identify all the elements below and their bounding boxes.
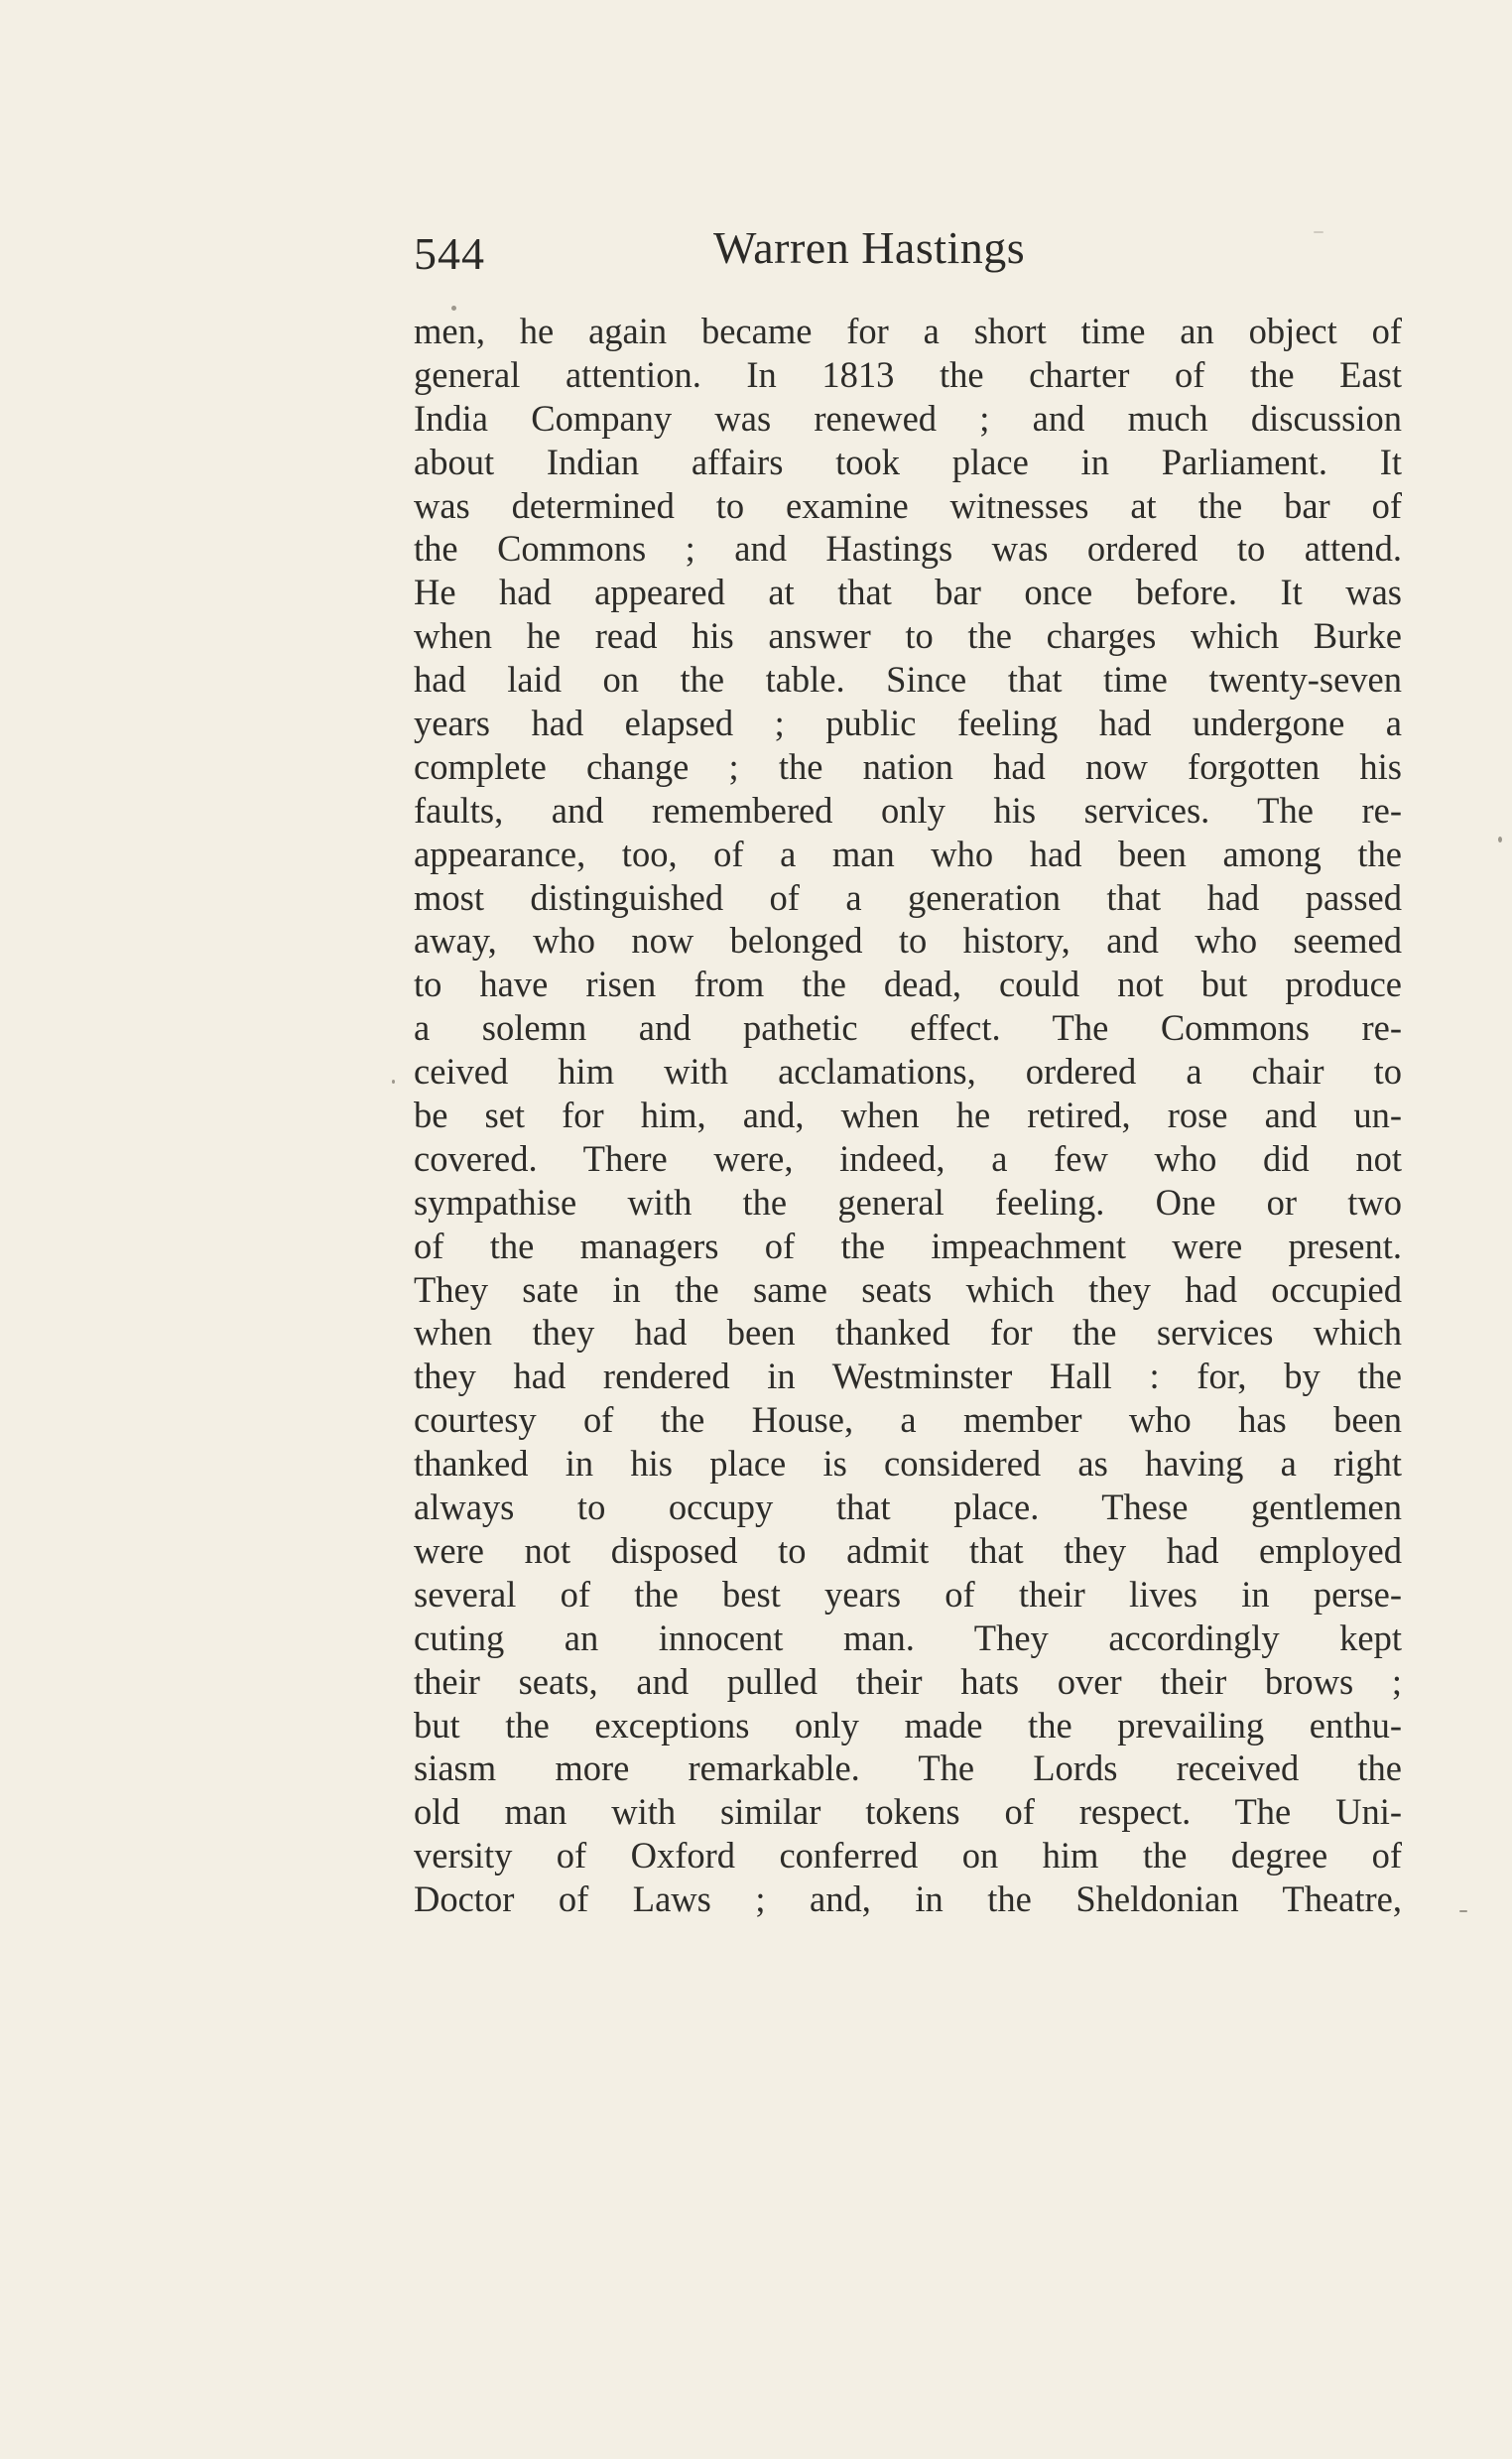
- paper-speck: [1459, 1910, 1467, 1912]
- text-line: thanked in his place is considered as having a right: [414, 1443, 1402, 1485]
- text-line: away, who now belonged to history, and who seemed: [414, 920, 1402, 962]
- text-line: courtesy of the House, a member who has been: [414, 1399, 1402, 1441]
- text-line: appearance, too, of a man who had been among the: [414, 833, 1402, 874]
- text-line: men, he again became for a short time an object of: [414, 311, 1402, 351]
- text-line: general attention. In 1813 the charter of the East: [414, 353, 1402, 395]
- text-line: had laid on the table. Since that time twenty-seven: [414, 659, 1402, 701]
- text-line: versity of Oxford conferred on him the degree of: [414, 1835, 1402, 1877]
- text-line: faults, and remembered only his services. The re-: [414, 789, 1402, 831]
- text-line: of the managers of the impeachment were present.: [414, 1225, 1402, 1266]
- text-line: Doctor of Laws ; and, in the Sheldonian Theatre,: [414, 1878, 1402, 1920]
- text-line: old man with similar tokens of respect. The Uni-: [414, 1791, 1402, 1833]
- text-line: when he read his answer to the charges which Burke: [414, 615, 1402, 657]
- text-line: was determined to examine witnesses at the bar of: [414, 484, 1402, 526]
- text-line: He had appeared at that bar once before. It was: [414, 572, 1402, 613]
- text-line: cuting an innocent man. They accordingly kept: [414, 1617, 1402, 1658]
- paper-speck: [392, 1080, 395, 1084]
- text-line: their seats, and pulled their hats over their brows ;: [414, 1660, 1402, 1702]
- page-header: [414, 220, 1402, 290]
- text-line: but the exceptions only made the prevailing enthu-: [414, 1704, 1402, 1746]
- paper-speck: [451, 306, 456, 311]
- text-line: when they had been thanked for the services which: [414, 1312, 1402, 1354]
- text-line: they had rendered in Westminster Hall : for, by the: [414, 1356, 1402, 1397]
- paper-speck: [1314, 231, 1323, 233]
- text-line: ceived him with acclamations, ordered a chair to: [414, 1051, 1402, 1093]
- text-line: about Indian affairs took place in Parliament. It: [414, 441, 1402, 482]
- body-text: [414, 310, 1402, 1921]
- text-line: several of the best years of their lives in perse-: [414, 1573, 1402, 1615]
- text-line: They sate in the same seats which they had occupied: [414, 1268, 1402, 1310]
- text-line: were not disposed to admit that they had employed: [414, 1529, 1402, 1571]
- paper-speck: [1498, 837, 1502, 842]
- text-line: be set for him, and, when he retired, rose and un-: [414, 1095, 1402, 1136]
- text-line: always to occupy that place. These gentlemen: [414, 1487, 1402, 1528]
- text-line: to have risen from the dead, could not but produce: [414, 964, 1402, 1005]
- text-line: complete change ; the nation had now forgotten his: [414, 745, 1402, 787]
- text-line: the Commons ; and Hastings was ordered to attend.: [414, 528, 1402, 570]
- text-line: covered. There were, indeed, a few who did not: [414, 1137, 1402, 1179]
- text-line: years had elapsed ; public feeling had undergone a: [414, 703, 1402, 744]
- text-line: siasm more remarkable. The Lords received the: [414, 1747, 1402, 1789]
- page-number: 544: [414, 228, 485, 279]
- text-line: a solemn and pathetic effect. The Commons re-: [414, 1007, 1402, 1049]
- text-line: most distinguished of a generation that had passed: [414, 876, 1402, 918]
- running-head: Warren Hastings: [713, 222, 1026, 273]
- text-line: India Company was renewed ; and much discussion: [414, 397, 1402, 439]
- text-line: sympathise with the general feeling. One or two: [414, 1181, 1402, 1223]
